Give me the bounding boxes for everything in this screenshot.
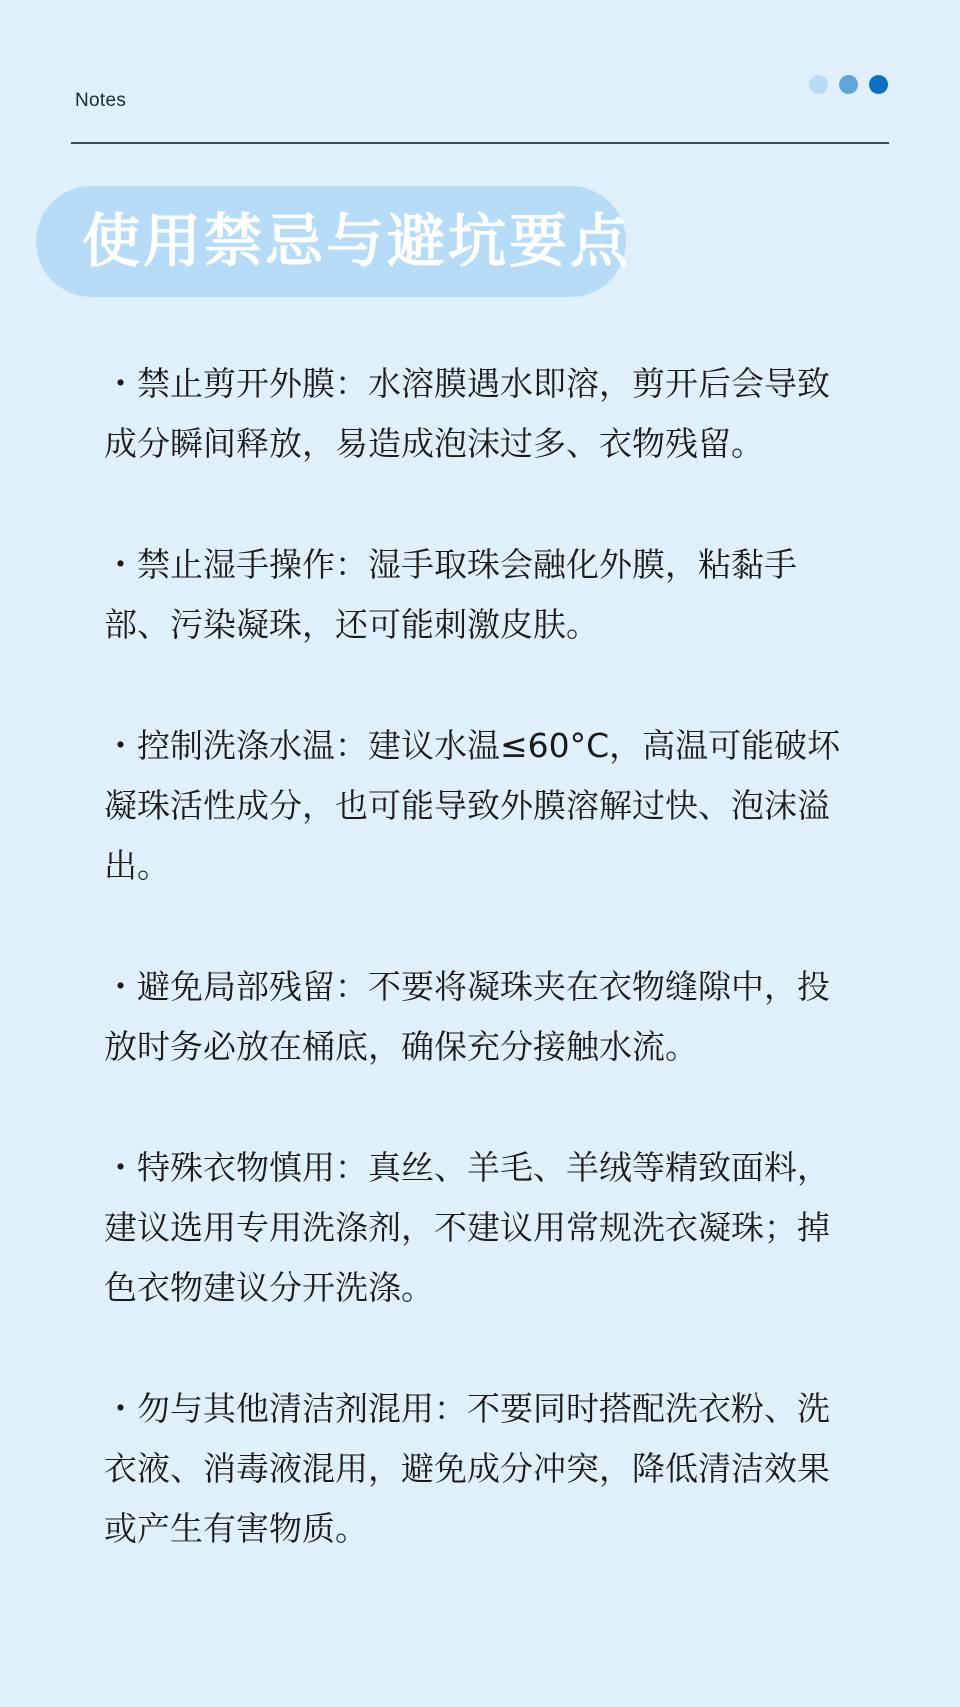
list-item — [104, 716, 859, 896]
bullet: ・ — [104, 726, 137, 765]
item-text: 控制洗涤水温：建议水温≤60°C，高温可能破坏凝珠活性成分，也可能导致外膜溶解过快、泡沫溢出。 — [104, 726, 841, 885]
list-item — [104, 354, 859, 474]
list-item — [104, 535, 859, 655]
page-indicator-dots — [809, 75, 888, 94]
bullet: ・ — [104, 364, 137, 403]
header-divider — [71, 142, 889, 144]
page-title: 使用禁忌与避坑要点 — [82, 207, 632, 275]
list-item — [104, 957, 859, 1077]
indicator-dot-1 — [809, 75, 828, 94]
item-text: 禁止剪开外膜：水溶膜遇水即溶，剪开后会导致成分瞬间释放，易造成泡沫过多、衣物残留。 — [104, 364, 830, 463]
bullet: ・ — [104, 545, 137, 584]
item-text: 特殊衣物慎用：真丝、羊毛、羊绒等精致面料，建议选用专用洗涤剂，不建议用常规洗衣凝珠；掉色衣物建议分开洗涤。 — [104, 1148, 830, 1307]
notes-list — [104, 354, 859, 1620]
bullet: ・ — [104, 1389, 137, 1428]
item-text: 勿与其他清洁剂混用：不要同时搭配洗衣粉、洗衣液、消毒液混用，避免成分冲突，降低清洁效果或产生有害物质。 — [104, 1389, 830, 1548]
bullet: ・ — [104, 967, 137, 1006]
bullet: ・ — [104, 1148, 137, 1187]
list-item — [104, 1379, 859, 1559]
header-label: Notes — [75, 90, 127, 111]
item-text: 禁止湿手操作：湿手取珠会融化外膜，粘黏手部、污染凝珠，还可能刺激皮肤。 — [104, 545, 797, 644]
list-item — [104, 1138, 859, 1318]
indicator-dot-3 — [869, 75, 888, 94]
indicator-dot-2 — [839, 75, 858, 94]
item-text: 避免局部残留：不要将凝珠夹在衣物缝隙中，投放时务必放在桶底，确保充分接触水流。 — [104, 967, 830, 1066]
